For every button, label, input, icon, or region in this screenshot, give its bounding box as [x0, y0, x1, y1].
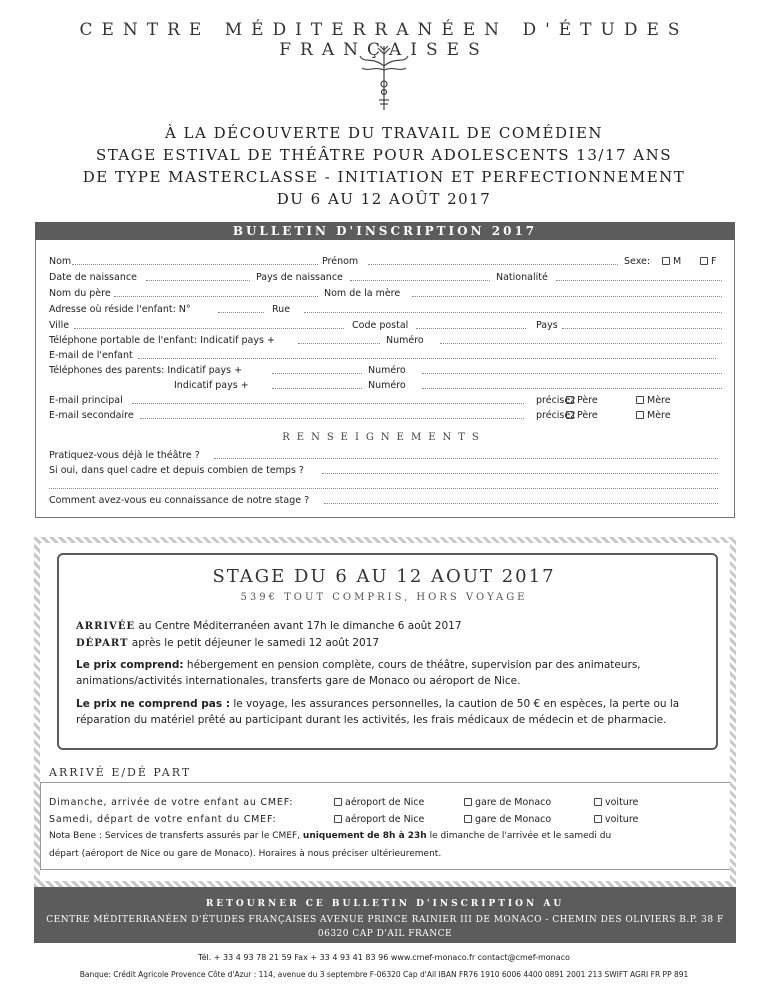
- footer-bank: Banque: Crédit Agricole Provence Côte d'Azur : 114, avenue du 3 septembre F-06320 Cap d'Ail IBAN FR76 1910 6006 4400 0891 2001 213 SWIFT AGRI FR PP 891: [79, 970, 689, 979]
- stage-headlines: [0, 122, 768, 210]
- pays-input[interactable]: [562, 321, 722, 329]
- nom-pere-input[interactable]: [114, 289, 318, 297]
- gare-label: gare de Monaco: [475, 797, 552, 808]
- depart-info: [76, 635, 700, 652]
- footer-contact: Tél. + 33 4 93 78 21 59 Fax + 33 4 93 41 83 96 www.cmef-monaco.fr contact@cmef-monaco: [198, 953, 570, 962]
- prenom-input[interactable]: [368, 257, 618, 265]
- headline-2: STAGE ESTIVAL DE THÉÂTRE POUR ADOLESCENTS 13/17 ANS: [95, 146, 673, 164]
- email-secondaire-label: E-mail secondaire: [49, 410, 134, 421]
- prix-comprend-text: hébergement en pension complète, cours de théâtre, supervision par des animateurs, animations/activités internationales, transferts gare de Monaco ou aéroport de Nice.: [76, 659, 641, 687]
- tel-parents-indicatif-2-label: Indicatif pays +: [174, 380, 249, 391]
- nom-input[interactable]: [72, 257, 318, 265]
- question-connaissance: Comment avez-vous eu connaissance de notre stage ?: [49, 495, 310, 506]
- tel-enfant-numero-label: Numéro: [386, 335, 424, 346]
- headline-4: DU 6 AU 12 AOÛT 2017: [276, 190, 492, 208]
- nota-text-c: le dimanche de l'arrivée et le samedi du: [426, 831, 612, 841]
- code-postal-label: Code postal: [352, 320, 409, 331]
- answer-theatre-input[interactable]: [214, 451, 718, 459]
- return-title: RETOURNER CE BULLETIN D'INSCRIPTION AU: [205, 899, 565, 909]
- return-address-line-1: CENTRE MÉDITERRANÉEN D'ÉTUDES FRANÇAISES AVENUE PRINCE RAINIER III DE MONACO - CHEMIN DES OLIVIERS B.P. 38 F: [46, 915, 724, 925]
- gare-label: gare de Monaco: [475, 814, 552, 825]
- nationalite-input[interactable]: [556, 273, 722, 281]
- pays-naissance-input[interactable]: [350, 273, 490, 281]
- sexe-label: Sexe:: [624, 256, 651, 267]
- nota-text-a: Nota Bene : Services de transferts assurés par le CMEF,: [49, 831, 303, 841]
- nota-hours: uniquement de 8h à 23h: [302, 831, 427, 841]
- adresse-numero-input[interactable]: [218, 305, 264, 313]
- pays-label: Pays: [536, 320, 558, 331]
- rue-input[interactable]: [304, 305, 722, 313]
- answer-cadre-input[interactable]: [322, 466, 718, 474]
- nota-bene-line-2: départ (aéroport de Nice ou gare de Monaco). Horaires à nous préciser ultérieurement.: [49, 849, 442, 859]
- nota-bene: [49, 831, 611, 841]
- dimanche-aeroport-checkbox[interactable]: [334, 797, 424, 808]
- arrivee-text: au Centre Méditerranéen avant 17h le dimanche 6 août 2017: [135, 620, 462, 632]
- mere-label: Mère: [647, 410, 671, 421]
- voiture-label: voiture: [605, 797, 639, 808]
- tel-enfant-numero-input[interactable]: [440, 336, 722, 344]
- tel-parents-indicatif-2-input[interactable]: [272, 381, 362, 389]
- email-principal-precisez-label: précisez: [536, 395, 576, 406]
- prix-ne-comprend-text: le voyage, les assurances personnelles, la caution de 50 € en espèces, la perte ou la réparation du matériel prêté au participant durant les activités, les frais médicaux de médecin et de pharmacie.: [76, 698, 680, 726]
- sexe-f-checkbox[interactable]: [700, 256, 716, 267]
- adresse-label: Adresse où réside l'enfant: N°: [49, 304, 191, 315]
- sexe-f-label: F: [711, 256, 717, 267]
- sexe-m-checkbox[interactable]: [662, 256, 681, 267]
- email-enfant-label: E-mail de l'enfant: [49, 350, 133, 361]
- pays-naissance-label: Pays de naissance: [256, 272, 343, 283]
- answer-cadre-line-2[interactable]: [49, 481, 718, 489]
- arrivee-label: ARRIVÉE: [76, 621, 136, 632]
- email-secondaire-mere-checkbox[interactable]: [636, 410, 671, 421]
- question-cadre: Si oui, dans quel cadre et depuis combien de temps ?: [49, 465, 304, 476]
- nationalite-label: Nationalité: [496, 272, 548, 283]
- samedi-gare-checkbox[interactable]: [464, 814, 551, 825]
- tel-enfant-label: Téléphone portable de l'enfant: Indicatif pays +: [49, 335, 275, 346]
- date-naissance-input[interactable]: [146, 273, 250, 281]
- pere-label: Père: [577, 395, 598, 406]
- email-secondaire-input[interactable]: [140, 411, 524, 419]
- nom-mere-input[interactable]: [412, 289, 722, 297]
- samedi-label: Samedi, départ de votre enfant du CMEF:: [49, 814, 277, 825]
- nom-label: Nom: [49, 256, 72, 267]
- arrivee-depart-title: ARRIVÉ E/DÉ PART: [49, 766, 192, 779]
- email-principal-label: E-mail principal: [49, 395, 123, 406]
- date-naissance-label: Date de naissance: [49, 272, 137, 283]
- headline-1: À LA DÉCOUVERTE DU TRAVAIL DE COMÉDIEN: [164, 124, 604, 142]
- tel-parents-numero-2-input[interactable]: [422, 381, 722, 389]
- email-enfant-input[interactable]: [138, 351, 716, 359]
- stage-price: 539€ TOUT COMPRIS, HORS VOYAGE: [240, 592, 528, 603]
- bulletin-title: BULLETIN D'INSCRIPTION 2017: [35, 222, 735, 240]
- depart-label: DÉPART: [76, 638, 129, 649]
- headline-3: DE TYPE MASTERCLASSE - INITIATION ET PERFECTIONNEMENT: [82, 168, 686, 186]
- rue-label: Rue: [272, 304, 291, 315]
- tel-parents-numero-2-label: Numéro: [368, 380, 406, 391]
- samedi-voiture-checkbox[interactable]: [594, 814, 638, 825]
- question-theatre: Pratiquez-vous déjà le théâtre ?: [49, 450, 200, 461]
- email-principal-pere-checkbox[interactable]: [566, 395, 598, 406]
- mere-label: Mère: [647, 395, 671, 406]
- dimanche-gare-checkbox[interactable]: [464, 797, 551, 808]
- prix-comprend-label: Le prix comprend:: [76, 659, 184, 671]
- aeroport-label: aéroport de Nice: [345, 797, 425, 808]
- sexe-m-label: M: [673, 256, 682, 267]
- tel-parents-indicatif-1-input[interactable]: [272, 366, 362, 374]
- pere-label: Père: [577, 410, 598, 421]
- return-address-line-2: 06320 CAP D'AIL FRANCE: [317, 929, 453, 939]
- renseignements-title: RENSEIGNEMENTS: [282, 432, 486, 443]
- return-address-bar: [34, 887, 736, 943]
- depart-text: après le petit déjeuner le samedi 12 août 2017: [128, 637, 380, 649]
- emblem-icon: [358, 44, 410, 112]
- email-principal-mere-checkbox[interactable]: [636, 395, 671, 406]
- stage-title: STAGE DU 6 AU 12 AOUT 2017: [212, 566, 556, 587]
- registration-form: [35, 240, 735, 518]
- code-postal-input[interactable]: [416, 321, 526, 329]
- email-secondaire-precisez-label: précisez: [536, 410, 576, 421]
- email-principal-input[interactable]: [132, 396, 524, 404]
- nom-mere-label: Nom de la mère: [324, 288, 401, 299]
- prix-ne-comprend: [76, 696, 700, 728]
- nom-pere-label: Nom du père: [49, 288, 111, 299]
- dimanche-voiture-checkbox[interactable]: [594, 797, 638, 808]
- tel-parents-label: Téléphones des parents: Indicatif pays +: [49, 365, 243, 376]
- prix-comprend: [76, 657, 700, 689]
- arrivee-info: [76, 618, 700, 635]
- voiture-label: voiture: [605, 814, 639, 825]
- prix-ne-comprend-label: Le prix ne comprend pas :: [76, 698, 230, 710]
- dimanche-label: Dimanche, arrivée de votre enfant au CMEF:: [49, 797, 294, 808]
- samedi-aeroport-checkbox[interactable]: [334, 814, 424, 825]
- prenom-label: Prénom: [322, 256, 359, 267]
- organization-name: CENTRE MÉDITERRANÉEN D'ÉTUDES FRANÇAISES: [79, 20, 689, 60]
- ville-label: Ville: [49, 320, 70, 331]
- email-secondaire-pere-checkbox[interactable]: [566, 410, 598, 421]
- answer-connaissance-input[interactable]: [324, 496, 718, 504]
- tel-enfant-indicatif-input[interactable]: [298, 336, 380, 344]
- tel-parents-numero-1-label: Numéro: [368, 365, 406, 376]
- aeroport-label: aéroport de Nice: [345, 814, 425, 825]
- tel-parents-numero-1-input[interactable]: [422, 366, 722, 374]
- ville-input[interactable]: [74, 321, 344, 329]
